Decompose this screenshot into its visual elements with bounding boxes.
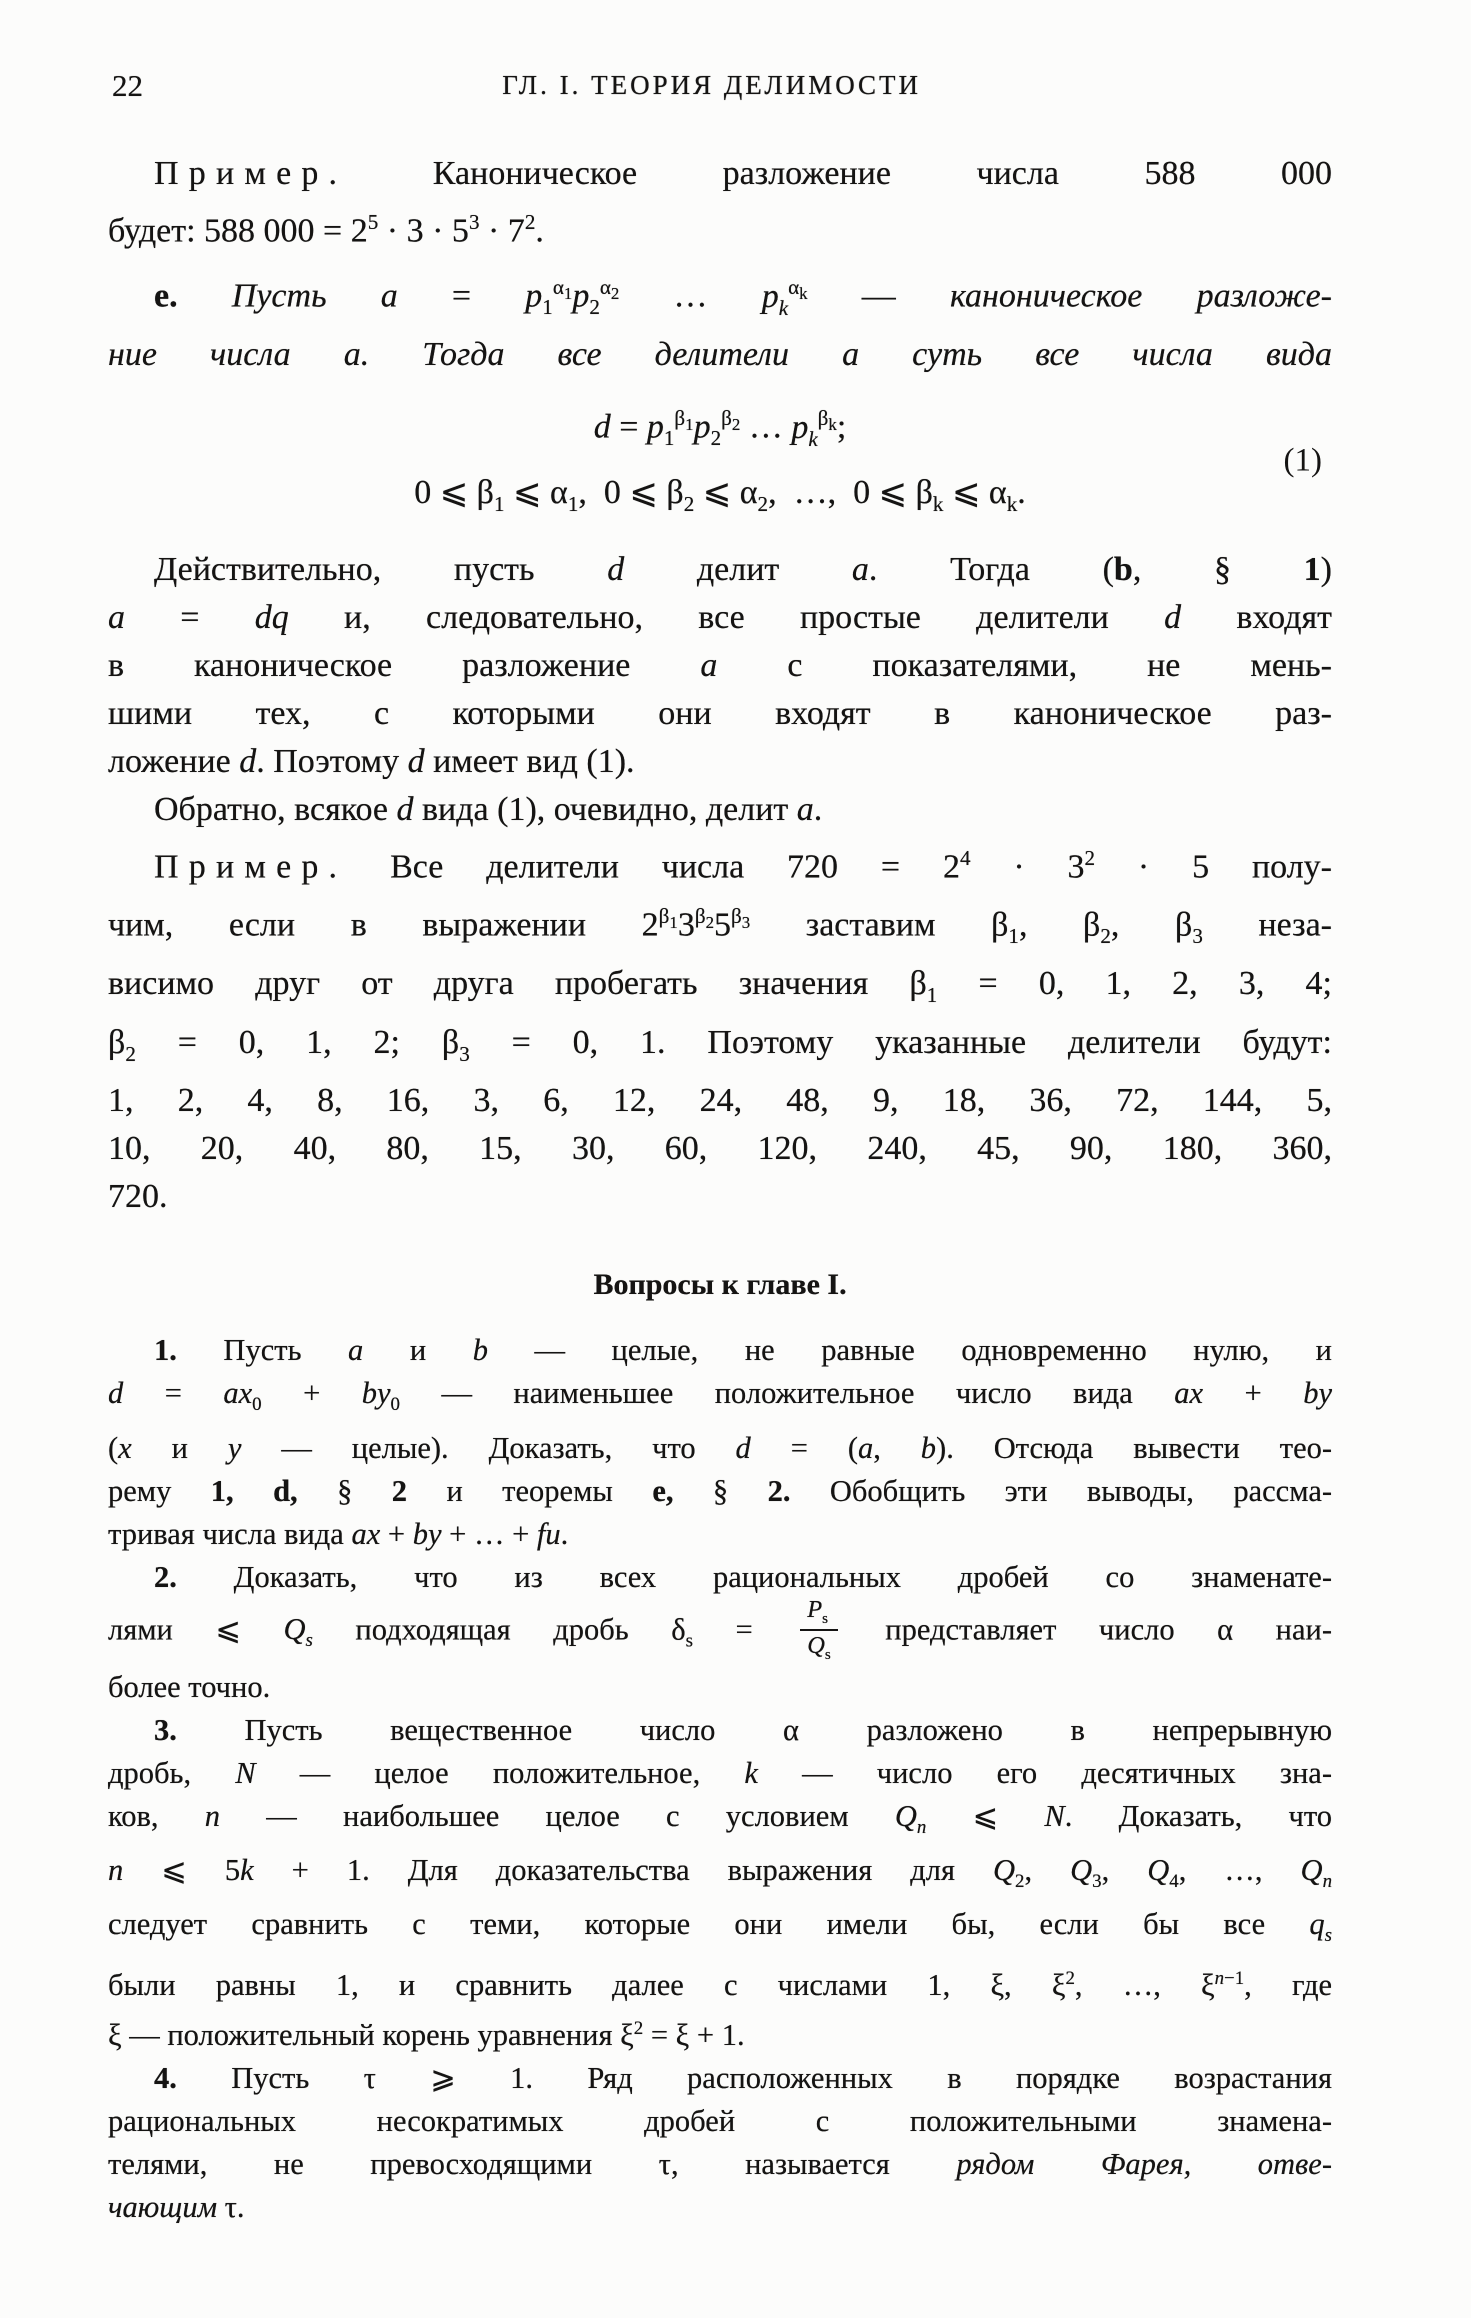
- text-line: рему 1, d, § 2 и теоремы e, § 2. Обобщить эти выводы, рассма-: [108, 1473, 1333, 1508]
- text-line: Обратно, всякое d вида (1), очевидно, делит a.: [154, 791, 823, 829]
- text-line: 720.: [108, 1178, 168, 1216]
- text-line: a = dq и, следовательно, все простые делители d входят: [108, 599, 1333, 637]
- text-line: будет: 588 $000 = 2^5 \cdot 3 \cdot 5^3 \cdot 7^2$.: [108, 210, 544, 250]
- paragraph: [108, 546, 1332, 786]
- text-line: n ⩽ 5k + 1. Для доказательства выражения для $Q_2$, $Q_3$, $Q_4$, …, $Q_n$: [108, 1852, 1333, 1892]
- text-line: e. Пусть $a = p_1^{\alpha_1}p_2^{\alpha_2}$ … $p_k^{\alpha_k}$ — каноническое разложе-: [154, 275, 1332, 320]
- page-number: 22: [112, 68, 143, 103]
- page-header: [108, 64, 1332, 106]
- text-line: $d = ax_0 + by_0$ — наименьшее положительное число вида ax + by: [108, 1376, 1332, 1416]
- text-line: были равны 1, и сравнить далее с числами 1, ξ, $\xi^2$, …, $\xi^{n-1}$, где: [108, 1967, 1333, 2002]
- paragraph: [108, 1556, 1332, 1709]
- text-line: $\beta_2 = 0$, 1, 2; $\beta_3 = 0$, 1. Поэтому указанные делители будут:: [108, 1023, 1332, 1066]
- text-line: Действительно, пусть d делит a. Тогда (b, § 1): [154, 551, 1332, 589]
- formula-line: $d = p_1^{\beta_1}p_2^{\beta_2}$ … $p_k^{\beta_k}$;: [593, 406, 847, 451]
- text-line: рациональных несократимых дробей с положительными знамена-: [108, 2104, 1332, 2139]
- section-heading: Вопросы к главе I.: [593, 1268, 847, 1302]
- paragraph: [108, 834, 1332, 1221]
- text-line: дробь, N — целое положительное, k — число его десятичных зна-: [108, 1755, 1332, 1790]
- running-title: ГЛ. I. ТЕОРИЯ ДЕЛИМОСТИ: [502, 70, 922, 100]
- text-line: висимо друг от друга пробегать значения $\beta_1 = 0$, 1, 2, 3, 4;: [108, 964, 1332, 1007]
- equation-number: (1): [1283, 442, 1322, 479]
- text-line: тривая числа вида ax + by + … + fu.: [108, 1516, 569, 1551]
- text-line: 1. Пусть a и b — целые, не равные одновременно нулю, и: [154, 1333, 1332, 1368]
- formula-line: 0 ⩽ $\beta_1$ ⩽ $\alpha_1$, 0 ⩽ $\beta_2$ ⩽ $\alpha_2$, …, 0 ⩽ $\beta_k$ ⩽ $\alpha_k$.: [414, 473, 1026, 516]
- text-line: ложение d. Поэтому d имеет вид (1).: [108, 743, 635, 781]
- text-line: 2. Доказать, что из всех рациональных дробей со знаменате-: [154, 1559, 1332, 1594]
- text-line: шими тех, с которыми они входят в каноническое раз-: [108, 695, 1332, 733]
- text-line: 4. Пусть τ ⩾ 1. Ряд расположенных в порядке возрастания: [154, 2061, 1332, 2096]
- text-line: Пример. Каноническое разложение числа 588 000: [154, 155, 1332, 192]
- text-line: 10, 20, 40, 80, 15, 30, 60, 120, 240, 45, 90, 180, 360,: [108, 1130, 1332, 1168]
- display-formula: [108, 391, 1332, 530]
- paragraph: [108, 1709, 1332, 2058]
- text-line: 1, 2, 4, 8, 16, 3, 6, 12, 24, 48, 9, 18, 36, 72, 144, 5,: [108, 1082, 1332, 1120]
- text-line: в каноническое разложение a с показателями, не мень-: [108, 647, 1332, 685]
- text-line: чающим τ.: [108, 2190, 245, 2225]
- page-body: [108, 150, 1332, 2229]
- text-line: более точно.: [108, 1669, 271, 1704]
- paragraph: [108, 1329, 1332, 1555]
- text-line: следует сравнить с теми, которые они имели бы, если бы все $q_s$: [108, 1906, 1332, 1946]
- text-line: ξ — положительный корень уравнения $\xi^2 = \xi + 1$.: [108, 2017, 745, 2053]
- paragraph: [108, 2057, 1332, 2229]
- text-line: телями, не превосходящими τ, называется рядом Фарея, отве-: [108, 2147, 1332, 2182]
- paragraph: [108, 786, 1332, 834]
- text-line: ков, n — наибольшее целое с условием $Q_n$ ⩽ N. Доказать, что: [108, 1798, 1333, 1838]
- text-line: Пример. Все делители числа $720 = 2^4 \cdot 3^2 \cdot 5$ полу-: [154, 846, 1332, 886]
- paragraph: [108, 263, 1332, 379]
- text-line: 3. Пусть вещественное число α разложено в непрерывную: [154, 1712, 1332, 1747]
- paragraph: [108, 150, 1332, 255]
- text-block: [108, 0, 1332, 2229]
- text-line: (x и y — целые). Доказать, что d = (a, b). Отсюда вывести тео-: [108, 1430, 1333, 1465]
- text-line: ние числа a. Тогда все делители a суть все числа вида: [108, 336, 1332, 374]
- text-line: чим, если в выражении $2^{\beta_1}3^{\beta_2}5^{\beta_3}$ заставим $\beta_1$, $\beta_2$, $\beta_3$ неза-: [108, 903, 1332, 948]
- text-line: лями ⩽ $Q_s$ подходящая дробь $\delta_s$ = $\frac{P_s}{Q_s}$ представляет число α наи-: [108, 1595, 1332, 1663]
